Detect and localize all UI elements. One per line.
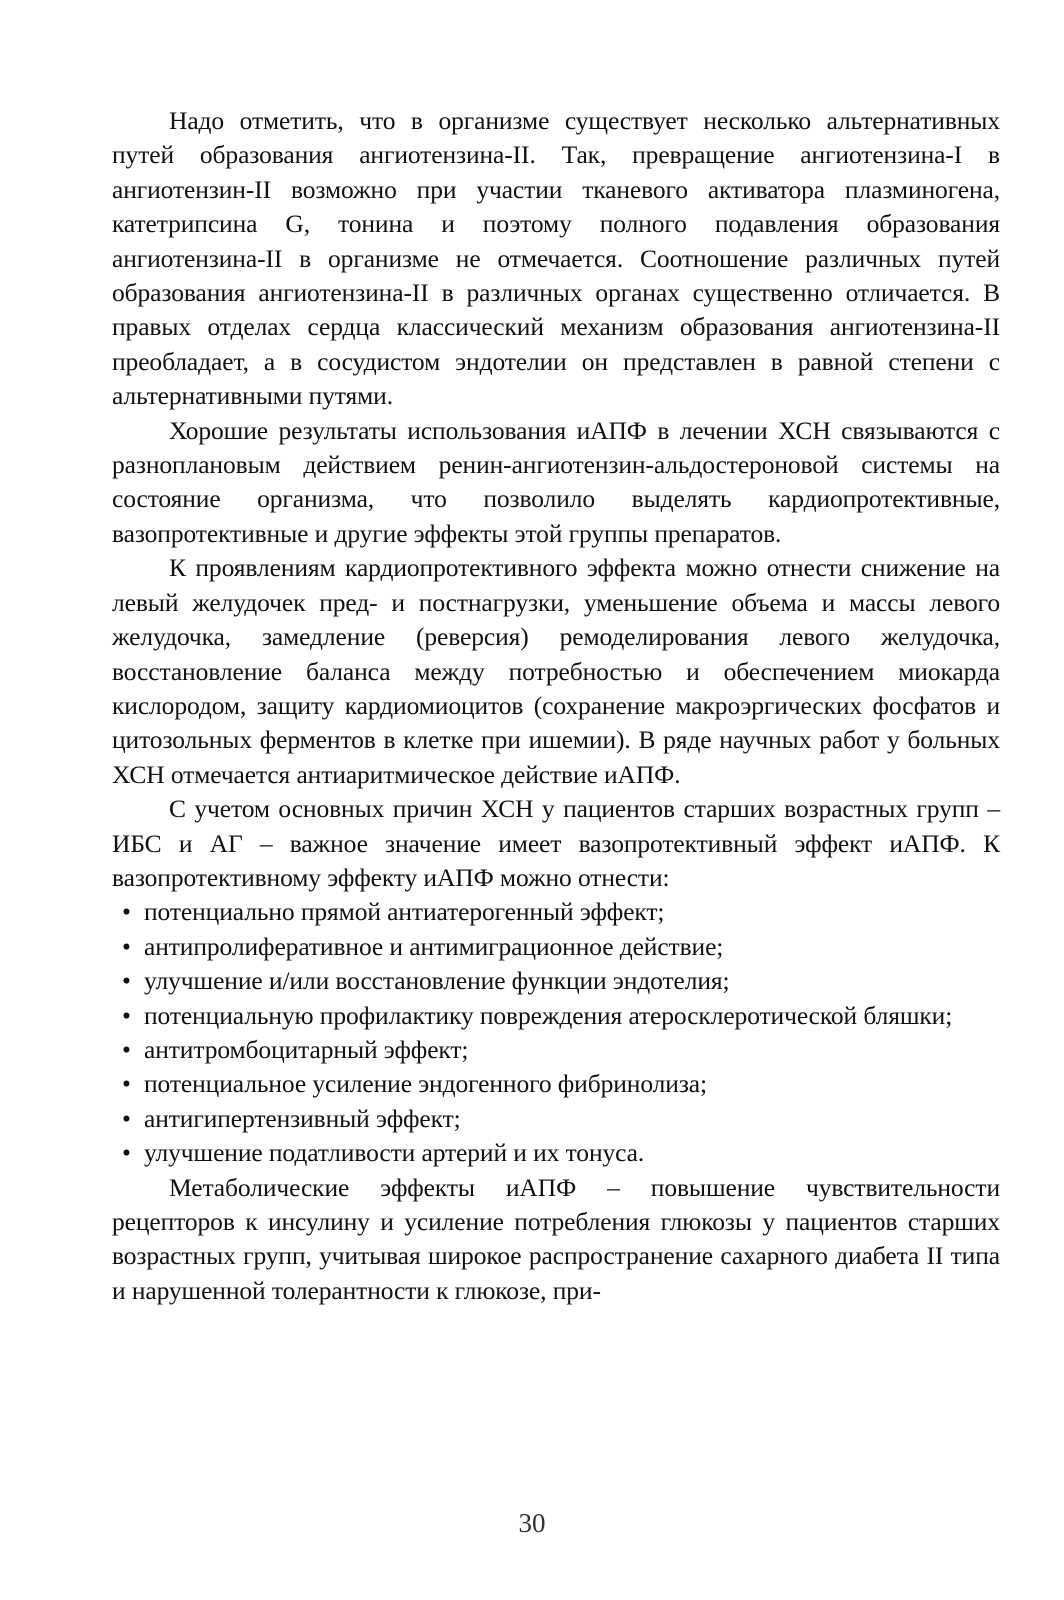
bullet-icon: • <box>122 1000 131 1030</box>
list-item <box>112 1136 1000 1170</box>
list-item <box>112 964 1000 998</box>
list-item-text: антипролиферативное и антимиграционное действие; <box>144 931 724 961</box>
paragraph-metabolic-effects: Метаболические эффекты иАПФ – повышение чувствительности рецепторов к инсулину и усиление потребления глюкозы у пациентов старших возрастных групп, учитывая широкое распространение сахарного диабета II типа и нарушенной толерантности к глюкозе, при- <box>112 1172 1000 1305</box>
bullet-icon: • <box>122 897 131 927</box>
bullet-icon: • <box>122 1138 131 1168</box>
paragraph-cardioprotective-effect: К проявлениям кардиопротективного эффекта можно отнести снижение на левый желудочек пред- и постнагрузки, уменьшение объема и массы левого желудочка, замедление (реверсия) ремоделирования левого желудочка, восстановление баланса между потребностью и обеспечением миокарда кислородом, защиту кардиомиоцитов (сохранение макроэргических фосфатов и цитозольных ферментов в клетке при ишемии). В ряде научных работ у больных ХСН отмечается антиаритмическое действие иАПФ. <box>112 553 1000 789</box>
list-item <box>112 1033 1000 1067</box>
list-item <box>112 930 1000 964</box>
list-item-text: антигипертензивный эффект; <box>144 1103 461 1133</box>
page-body <box>112 104 1000 1308</box>
list-item-text: потенциально прямой антиатерогенный эффект; <box>144 897 665 927</box>
bullet-icon: • <box>122 1103 131 1133</box>
bullet-icon: • <box>122 1069 131 1099</box>
bullet-icon: • <box>122 1034 131 1064</box>
list-item <box>112 1067 1000 1101</box>
list-item-text: антитромбоцитарный эффект; <box>144 1034 469 1064</box>
bullet-icon: • <box>122 966 131 996</box>
list-item <box>112 895 1000 929</box>
paragraph-vasoprotective-intro: С учетом основных причин ХСН у пациентов старших возрастных групп – ИБС и АГ – важное значение имеет вазопротективный эффект иАПФ. К вазопротективному эффекту иАПФ можно отнести: <box>112 794 1000 892</box>
paragraph-alternative-pathways: Надо отметить, что в организме существует несколько альтернативных путей образования ангиотензина-II. Так, превращение ангиотензина-I в ангиотензин-II возможно при участии тканевого активатора плазминогена, катетрипсина G, тонина и поэтому полного подавления образования ангиотензина-II в организме не отмечается. Соотношение различных путей образования ангиотензина-II в различных органах существенно отличается. В правых отделах сердца классический механизм образования ангиотензина-II преобладает, а в сосудистом эндотелии он представлен в равной степени с альтернативными путями. <box>112 106 1000 411</box>
list-item-text: улучшение и/или восстановление функции эндотелия; <box>144 966 730 996</box>
paragraph-good-results: Хорошие результаты использования иАПФ в лечении ХСН связываются с разноплановым действием ренин-ангиотензин-альдостероновой системы на состояние организма, что позволило выделять кардиопротективные, вазопротективные и другие эффекты этой группы препаратов. <box>112 415 1000 548</box>
list-item-text: потенциальное усиление эндогенного фибринолиза; <box>144 1069 707 1099</box>
list-item <box>112 999 1000 1033</box>
list-item-text: улучшение податливости артерий и их тонуса. <box>144 1138 645 1168</box>
bullet-icon: • <box>122 931 131 961</box>
vasoprotective-effects-list <box>112 895 1000 1170</box>
page-number: 30 <box>518 1508 546 1538</box>
list-item-text: потенциальную профилактику повреждения атеросклеротической бляшки; <box>144 1000 953 1030</box>
list-item <box>112 1102 1000 1136</box>
